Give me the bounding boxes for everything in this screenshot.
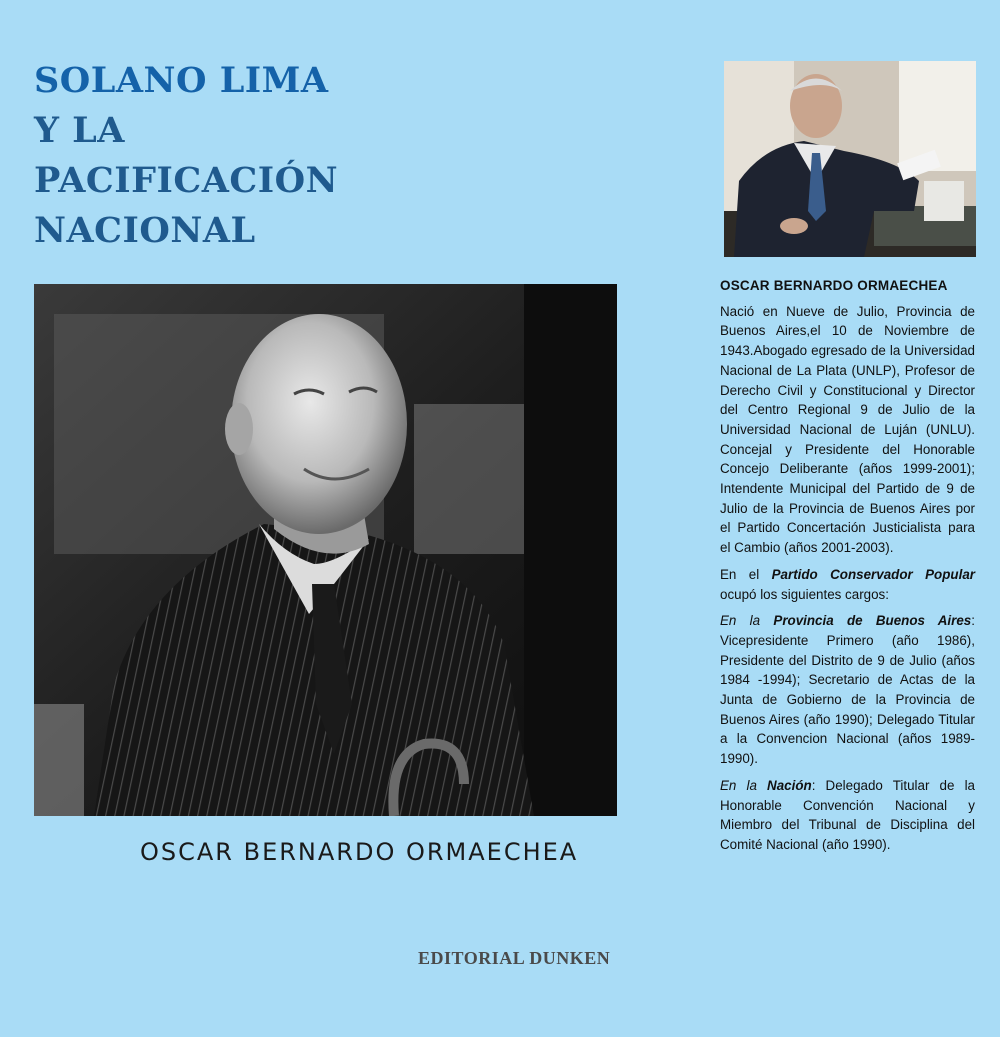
bio-party-name: Partido Conservador Popular [771, 566, 975, 582]
title-line-2: Y LA [34, 110, 125, 151]
title-line-4: NACIONAL [34, 210, 256, 251]
bio-paragraph-4 [720, 776, 975, 855]
publisher-name: EDITORIAL DUNKEN [418, 948, 611, 968]
bio-paragraph-1: Nació en Nueve de Julio, Provincia de Buenos Aires,el 10 de Noviembre de 1943.Abogado egresado de la Universidad Nacional de La Plata (UNLP), Profesor de Derecho Civil y Constitucional y Director del Centro Regional 9 de Julio de la Universidad Nacional de Luján (UNLU). Concejal y Presidente del Honorable Concejo Deliberante (años 1999-2001); Intendente Municipal del Partido de 9 de Julio de la Provincia de Buenos Aires por el Partido Concertación Justicialista para el Cambio (años 2001-2003). [720, 303, 975, 556]
desk-photo-illustration [724, 61, 976, 257]
author-desk-photo [724, 61, 976, 257]
bio-p2-prefix: En el [720, 566, 760, 582]
bio-province: Provincia de Buenos Aires [773, 613, 972, 629]
bio-p4-prefix: En la [720, 777, 757, 793]
bio-nation: Nación [767, 777, 812, 793]
book-title [34, 56, 338, 256]
bio-p2-suffix: ocupó los siguientes cargos: [720, 586, 889, 602]
bio-p3-text: : Vicepresidente Primero (año 1986), Presidente del Distrito de 9 de Julio (años 1984 -1994); Secretario de Actas de la Junta de Gobierno de la Provincia de Buenos Aires (año 1990); Delegado Titular a la Convencion Nacional (años 1989-1990). [720, 613, 975, 767]
title-line-3: PACIFICACIÓN [34, 160, 339, 201]
author-portrait-photo [34, 284, 617, 816]
bio-p4-text: : Delegado Titular de la Honorable Convención Nacional y Miembro del Tribunal de Disciplina del Comité Nacional (año 1990). [720, 777, 975, 852]
title-line-1: SOLANO LIMA [34, 60, 329, 101]
author-biography [720, 276, 975, 862]
portrait-illustration [34, 284, 617, 816]
bio-heading: OSCAR BERNARDO ORMAECHEA [720, 278, 948, 293]
cover-author-name: OSCAR BERNARDO ORMAECHEA [140, 838, 579, 866]
bio-p3-prefix: En la [720, 613, 761, 629]
bio-paragraph-2 [720, 565, 975, 604]
bio-paragraph-3 [720, 611, 975, 769]
